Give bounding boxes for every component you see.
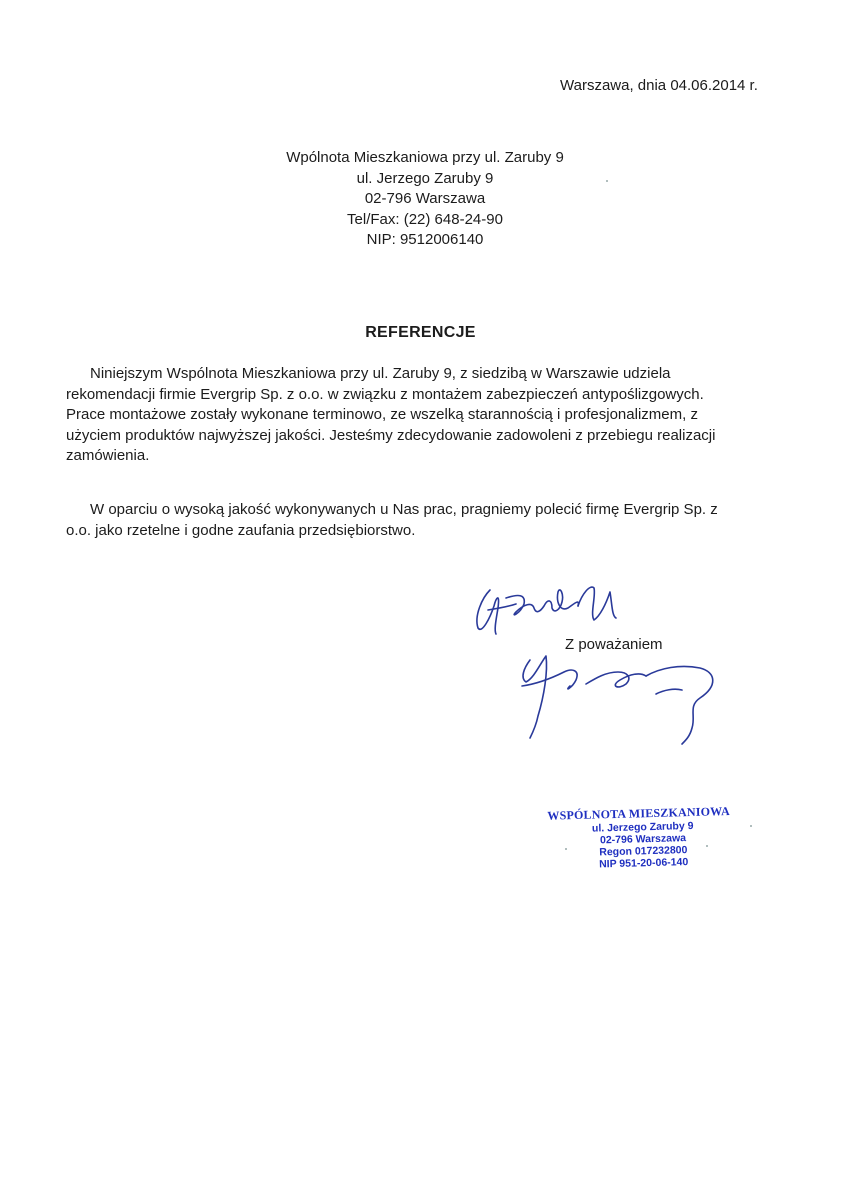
address-line: ul. Jerzego Zaruby 9 (356, 169, 494, 187)
scan-speck (706, 845, 708, 847)
closing-salutation: Z poważaniem (565, 636, 663, 653)
paragraph-line: zamówienia. (66, 447, 150, 464)
signature-stroke (578, 587, 616, 620)
stamp-line: Regon 017232800 (599, 844, 688, 859)
document-title: REFERENCJE (365, 324, 476, 341)
scan-speck (565, 848, 567, 850)
signature-stroke (523, 656, 546, 738)
signature-stroke (477, 590, 499, 634)
handwritten-signatures (460, 568, 760, 758)
paragraph-line: rekomendacji firmie Evergrip Sp. z o.o. w związku z montażem zabezpieczeń antypoślizgowych. (66, 385, 704, 403)
address-line: Tel/Fax: (22) 648-24-90 (347, 210, 503, 228)
document-date: Warszawa, dnia 04.06.2014 r. (560, 77, 758, 94)
signature-stroke (488, 604, 516, 610)
paragraph-line: użyciem produktów najwyższej jakości. Jesteśmy zdecydowanie zadowoleni z przebiegu realizacji (66, 426, 716, 444)
signature-stroke (646, 666, 713, 744)
stamp-line: NIP 951-20-06-140 (598, 856, 689, 871)
body-paragraph-2 (66, 500, 786, 541)
signature-stroke (506, 590, 578, 615)
paragraph-line: Prace montażowe zostały wykonane terminowo, ze wszelką starannością i profesjonalizmem, z (66, 406, 698, 423)
stamp-line: ul. Jerzego Zaruby 9 (591, 819, 694, 835)
address-line: NIP: 9512006140 (366, 231, 484, 248)
paragraph-line: Niniejszym Wspólnota Mieszkaniowa przy ul. Zaruby 9, z siedzibą w Warszawie udziela (90, 365, 671, 382)
paragraph-line: o.o. jako rzetelne i godne zaufania przedsiębiorstwo. (66, 521, 416, 539)
stamp-line: 02-796 Warszawa (599, 832, 687, 847)
scan-speck (606, 180, 608, 182)
signature-stroke (656, 689, 682, 694)
address-line: 02-796 Warszawa (364, 190, 486, 207)
organization-stamp (547, 803, 759, 871)
sender-address-block (265, 148, 585, 251)
signature-stroke (586, 672, 646, 687)
paragraph-line: W oparciu o wysoką jakość wykonywanych u Nas prac, pragniemy polecić firmę Evergrip Sp. z (90, 501, 718, 518)
address-line: Wpólnota Mieszkaniowa przy ul. Zaruby 9 (286, 149, 564, 166)
scan-speck (750, 825, 752, 827)
stamp-title: WSPÓLNOTA MIESZKANIOWA (547, 803, 731, 823)
body-paragraph-1 (66, 364, 786, 467)
